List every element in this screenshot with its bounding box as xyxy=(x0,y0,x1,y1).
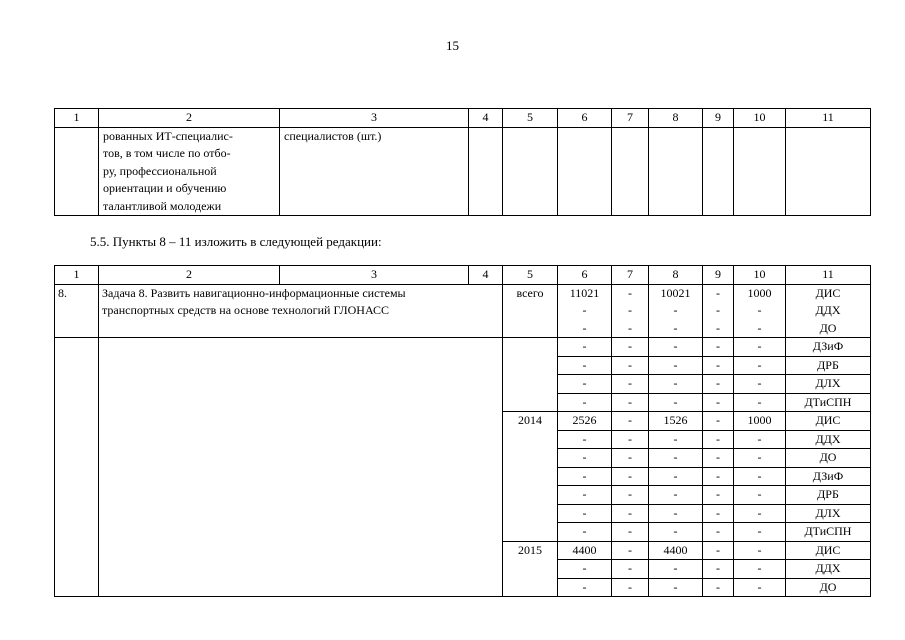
value-cell: - xyxy=(703,560,734,579)
value-cell: - xyxy=(649,393,703,412)
value-line: - xyxy=(628,303,632,317)
value-cell: - xyxy=(703,356,734,375)
value-cell: - xyxy=(649,486,703,505)
value-line: - xyxy=(716,303,720,317)
header-cell: 10 xyxy=(734,109,786,128)
table-cell xyxy=(703,127,734,216)
value-cell: - xyxy=(649,430,703,449)
value-cell xyxy=(734,284,786,338)
header-cell: 11 xyxy=(786,109,871,128)
value-cell xyxy=(558,284,612,338)
value-cell: 2526 xyxy=(558,412,612,431)
value-cell: ДЛХ xyxy=(786,375,871,394)
value-cell: - xyxy=(558,560,612,579)
value-cell: ДРБ xyxy=(786,356,871,375)
period-label-cell: 2015 xyxy=(503,541,558,597)
header-cell: 8 xyxy=(649,266,703,285)
value-cell: - xyxy=(649,578,703,597)
table-row xyxy=(55,338,871,357)
value-line: - xyxy=(716,285,720,300)
period-label-cell xyxy=(503,338,558,412)
value-cell: ДТиСПН xyxy=(786,523,871,542)
header-cell: 3 xyxy=(280,266,469,285)
header-cell: 6 xyxy=(558,266,612,285)
value-cell: - xyxy=(734,449,786,468)
value-cell: - xyxy=(612,467,649,486)
text-line: талантливой молодежи xyxy=(103,198,222,213)
value-cell: - xyxy=(703,412,734,431)
value-cell: - xyxy=(649,467,703,486)
text-line: тов, в том числе по отбо- xyxy=(103,146,231,161)
value-cell: - xyxy=(558,338,612,357)
text-line: ру, профессиональной xyxy=(103,163,217,178)
value-cell: - xyxy=(734,504,786,523)
value-cell: - xyxy=(703,467,734,486)
task-text-cell xyxy=(99,284,503,338)
value-line: - xyxy=(582,303,587,317)
table-cell xyxy=(786,127,871,216)
description-cell xyxy=(99,127,280,216)
value-cell: - xyxy=(703,430,734,449)
header-cell: 5 xyxy=(503,109,558,128)
value-cell: 1000 xyxy=(734,412,786,431)
header-cell: 11 xyxy=(786,266,871,285)
value-cell: - xyxy=(558,504,612,523)
value-cell: 1526 xyxy=(649,412,703,431)
value-cell: ДИС xyxy=(786,541,871,560)
value-cell: - xyxy=(558,393,612,412)
value-cell: 4400 xyxy=(649,541,703,560)
value-cell: - xyxy=(703,504,734,523)
value-cell: ДТиСПН xyxy=(786,393,871,412)
value-cell: - xyxy=(612,430,649,449)
value-cell: - xyxy=(734,541,786,560)
section-heading: 5.5. Пункты 8 – 11 изложить в следующей редакции: xyxy=(90,234,382,249)
value-cell: - xyxy=(734,467,786,486)
value-line: ДДХ xyxy=(815,303,841,317)
value-cell: - xyxy=(558,449,612,468)
text-line: Задача 8. Развить навигационно-информационные системы xyxy=(102,285,406,300)
header-cell: 4 xyxy=(469,109,503,128)
header-cell: 6 xyxy=(558,109,612,128)
value-cell: - xyxy=(612,578,649,597)
text-line: транспортных средств на основе технологий ГЛОНАСС xyxy=(102,303,390,317)
table-row xyxy=(55,127,871,216)
value-cell: - xyxy=(612,375,649,394)
value-cell: - xyxy=(558,375,612,394)
value-cell: - xyxy=(612,412,649,431)
value-cell: - xyxy=(703,393,734,412)
value-cell: - xyxy=(703,449,734,468)
value-line: - xyxy=(628,285,632,300)
value-cell: ДДХ xyxy=(786,560,871,579)
value-cell xyxy=(786,284,871,338)
empty-cell xyxy=(99,338,503,597)
value-cell: - xyxy=(649,375,703,394)
value-line: 1000 xyxy=(747,285,772,300)
table-cell xyxy=(55,127,99,216)
value-cell: - xyxy=(734,393,786,412)
header-cell: 2 xyxy=(99,109,280,128)
header-cell: 7 xyxy=(612,109,649,128)
value-cell xyxy=(612,284,649,338)
table-cell xyxy=(612,127,649,216)
value-line: 11021 xyxy=(569,285,600,300)
value-cell: - xyxy=(734,356,786,375)
header-cell: 2 xyxy=(99,266,280,285)
value-cell: - xyxy=(649,449,703,468)
value-cell: ДИС xyxy=(786,412,871,431)
value-line: - xyxy=(757,320,762,335)
table-cell xyxy=(649,127,703,216)
value-line: - xyxy=(628,320,632,335)
value-cell: - xyxy=(612,338,649,357)
value-cell: - xyxy=(612,449,649,468)
value-line: - xyxy=(582,320,587,335)
value-cell: - xyxy=(558,523,612,542)
value-cell: - xyxy=(612,504,649,523)
value-cell: - xyxy=(558,430,612,449)
value-cell: - xyxy=(703,578,734,597)
value-cell: - xyxy=(558,356,612,375)
value-cell: - xyxy=(649,523,703,542)
value-line: ДО xyxy=(819,320,837,335)
value-cell: - xyxy=(734,338,786,357)
header-row xyxy=(55,266,871,285)
value-cell: - xyxy=(558,486,612,505)
value-cell: ДДХ xyxy=(786,430,871,449)
empty-cell xyxy=(55,338,99,597)
header-cell: 7 xyxy=(612,266,649,285)
value-line: 10021 xyxy=(660,285,691,300)
value-cell: - xyxy=(612,541,649,560)
value-cell: - xyxy=(734,486,786,505)
page-number: 15 xyxy=(446,38,459,53)
value-cell: - xyxy=(703,523,734,542)
value-cell: - xyxy=(703,375,734,394)
text-line: рованных ИТ-специалис- xyxy=(103,128,233,143)
task-row xyxy=(55,284,871,338)
header-cell: 4 xyxy=(469,266,503,285)
value-cell: ДЗиФ xyxy=(786,338,871,357)
value-cell: - xyxy=(734,578,786,597)
value-cell: - xyxy=(734,560,786,579)
value-cell: - xyxy=(612,393,649,412)
value-cell: - xyxy=(612,486,649,505)
task-table xyxy=(54,265,871,597)
indicator-cell: специалистов (шт.) xyxy=(280,127,469,216)
value-cell: - xyxy=(703,338,734,357)
table-cell xyxy=(558,127,612,216)
value-cell: - xyxy=(734,523,786,542)
period-label-cell: 2014 xyxy=(503,412,558,542)
period-label-cell: всего xyxy=(503,284,558,338)
continuation-table xyxy=(54,108,871,216)
value-cell: ДЗиФ xyxy=(786,467,871,486)
value-cell: ДРБ xyxy=(786,486,871,505)
value-cell: - xyxy=(612,523,649,542)
value-line: - xyxy=(716,320,720,335)
table-cell xyxy=(469,127,503,216)
value-line: - xyxy=(673,303,678,317)
header-cell: 8 xyxy=(649,109,703,128)
value-cell: - xyxy=(703,541,734,560)
value-cell: - xyxy=(703,486,734,505)
header-cell: 1 xyxy=(55,266,99,285)
value-cell: - xyxy=(649,504,703,523)
value-cell: ДЛХ xyxy=(786,504,871,523)
header-cell: 9 xyxy=(703,266,734,285)
value-line: - xyxy=(757,303,762,317)
value-cell: - xyxy=(734,430,786,449)
value-cell: ДО xyxy=(786,449,871,468)
value-cell: - xyxy=(649,338,703,357)
value-cell: - xyxy=(649,560,703,579)
value-cell: - xyxy=(649,356,703,375)
value-line: ДИС xyxy=(815,285,841,300)
header-cell: 3 xyxy=(280,109,469,128)
text-line: ориентации и обучению xyxy=(103,181,227,196)
header-cell: 10 xyxy=(734,266,786,285)
header-cell: 1 xyxy=(55,109,99,128)
value-cell: ДО xyxy=(786,578,871,597)
value-cell: - xyxy=(734,375,786,394)
table-cell xyxy=(734,127,786,216)
value-cell: - xyxy=(558,467,612,486)
value-cell xyxy=(649,284,703,338)
value-cell: - xyxy=(558,578,612,597)
value-cell: - xyxy=(612,356,649,375)
header-cell: 9 xyxy=(703,109,734,128)
value-cell: - xyxy=(612,560,649,579)
task-number-cell: 8. xyxy=(55,284,99,338)
header-row xyxy=(55,109,871,128)
value-cell xyxy=(703,284,734,338)
value-line: - xyxy=(673,320,678,335)
value-cell: 4400 xyxy=(558,541,612,560)
table-cell xyxy=(503,127,558,216)
header-cell: 5 xyxy=(503,266,558,285)
